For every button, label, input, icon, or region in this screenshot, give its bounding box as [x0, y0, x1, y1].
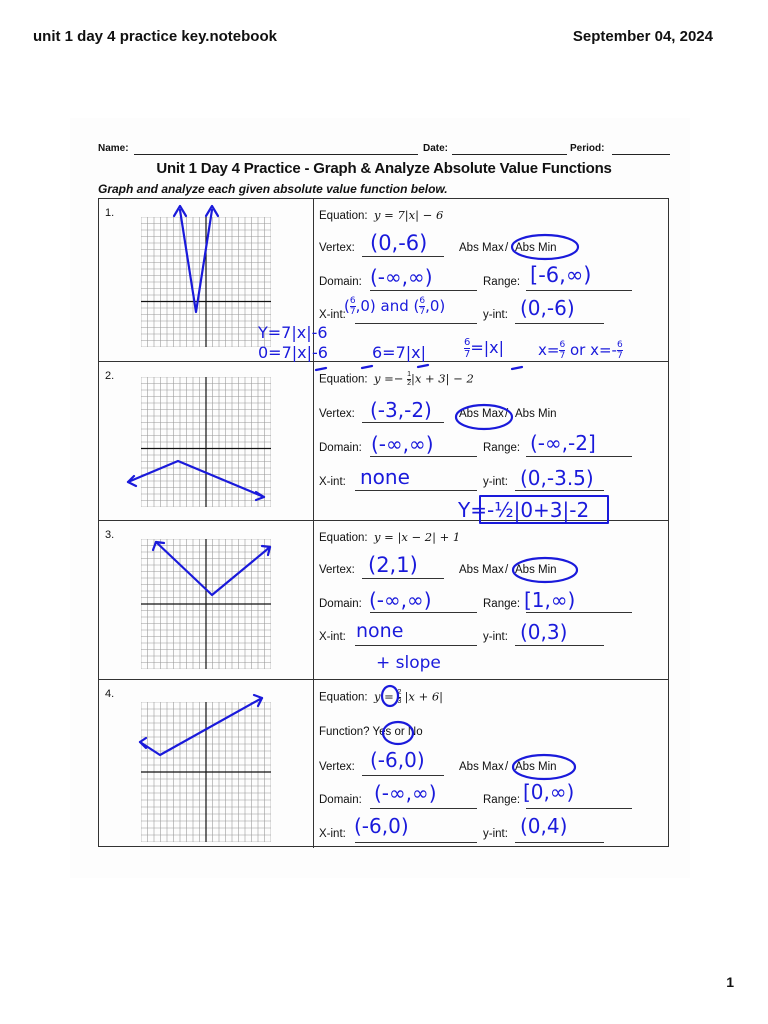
function-no-option: No [407, 726, 423, 738]
problem-number: 3. [105, 529, 115, 541]
p1-xint-answer: ( $\frac{6}{7},0$) and ( $\frac{6}{7},0$) [344, 296, 446, 317]
page-header-filename: unit 1 day 4 practice key.notebook [33, 28, 277, 45]
equation-label: Equation: [319, 691, 368, 704]
abs-slash: / [505, 408, 509, 420]
yint-label: y-int: [483, 828, 508, 840]
worksheet-title: Unit 1 Day 4 Practice - Graph & Analyze Absolute Value Functions [156, 160, 612, 177]
equation-fraction: $\frac{2}{3}$ [397, 689, 402, 705]
equation-line [319, 530, 460, 544]
p4-vertex-answer: (-6,0) [370, 748, 425, 772]
p2-xint-answer: none [360, 465, 410, 489]
abs-min-label: Abs Min [515, 564, 557, 576]
equation-text: y = |x − 2| + 1 [374, 530, 461, 544]
vertex-label: Vertex: [319, 564, 355, 576]
problem-number: 2. [105, 370, 115, 382]
abs-min-label: Abs Min [515, 242, 557, 254]
domain-label: Domain: [319, 276, 362, 288]
equation-label: Equation: [319, 210, 368, 222]
p3-xint-answer: none [356, 620, 404, 642]
p3-range-answer: [1,∞) [524, 588, 576, 612]
range-label: Range: [483, 442, 521, 454]
function-yes-option: Yes [372, 726, 392, 738]
function-label: Function? Yes or No [319, 726, 423, 738]
p4-xint-answer: (-6,0) [354, 814, 409, 838]
xint-label: X-int: [319, 476, 346, 488]
yint-label: y-int: [483, 631, 508, 643]
p3-yint-answer: (0,3) [520, 620, 568, 644]
name-date-period-line [98, 143, 670, 159]
abs-min-label: Abs Min [515, 408, 557, 420]
p2-check-work: Y=-½|0+3|-2 [458, 498, 590, 522]
coordinate-grid [141, 217, 271, 347]
p1-range-answer: [-6,∞) [530, 263, 592, 287]
xint-label: X-int: [319, 828, 346, 840]
p1-work-step2: 6=7|x| [372, 343, 427, 362]
page-header-date: September 04, 2024 [572, 28, 713, 45]
equation-text: y = 7|x| − 6 [374, 208, 444, 222]
yint-label: y-int: [483, 309, 508, 321]
p1-work-line2: 0=7|x|-6 [258, 343, 328, 362]
equation-line [319, 371, 474, 388]
abs-max-label: Abs Max [459, 242, 504, 254]
equation-label: Equation: [319, 373, 368, 386]
date-label: Date: [423, 143, 449, 154]
vertex-label: Vertex: [319, 761, 355, 773]
range-label: Range: [483, 276, 521, 288]
p1-vertex-answer: (0,-6) [370, 231, 428, 255]
abs-max-label: Abs Max [459, 564, 504, 576]
abs-max-label: Abs Max [459, 761, 504, 773]
xint-label: X-int: [319, 631, 346, 643]
domain-label: Domain: [319, 598, 362, 610]
p1-work-step3: $\frac{6}{7}=|x|$ [464, 337, 505, 360]
abs-slash: / [505, 564, 509, 576]
p2-domain-answer: (-∞,∞) [371, 432, 434, 456]
equation-line [319, 689, 443, 706]
p1-yint-answer: (0,-6) [520, 296, 575, 320]
abs-max-label: Abs Max [459, 408, 504, 420]
p1-domain-answer: (-∞,∞) [370, 265, 433, 289]
coordinate-grid [141, 539, 271, 669]
equation-label: Equation: [319, 532, 368, 544]
p1-work-step4: x= $\frac{6}{7}$ or x=- $\frac{6}{7}$ [538, 340, 623, 361]
equation-line [319, 208, 443, 222]
problem-number: 1. [105, 207, 115, 219]
xint-label: X-int: [319, 309, 346, 321]
p3-domain-answer: (-∞,∞) [369, 588, 432, 612]
page-number: 1 [726, 974, 734, 990]
domain-label: Domain: [319, 794, 362, 806]
domain-label: Domain: [319, 442, 362, 454]
equation-text-rest: |x + 6| [404, 689, 444, 704]
abs-slash: / [505, 761, 509, 773]
p1-work-line1: Y=7|x|-6 [258, 323, 328, 342]
range-label: Range: [483, 598, 521, 610]
name-label: Name: [98, 143, 129, 154]
p2-range-answer: (-∞,-2] [530, 431, 596, 455]
equation-text: y =− [374, 371, 408, 386]
abs-min-label: Abs Min [515, 761, 557, 773]
p4-domain-answer: (-∞,∞) [374, 781, 437, 805]
p3-vertex-answer: (2,1) [368, 553, 418, 577]
coordinate-grid [141, 702, 271, 842]
vertex-label: Vertex: [319, 242, 355, 254]
p4-range-answer: [0,∞) [523, 780, 575, 804]
worksheet-instructions: Graph and analyze each given absolute value function below. [98, 182, 448, 196]
period-label: Period: [570, 143, 605, 154]
p2-yint-answer: (0,-3.5) [520, 466, 594, 490]
range-label: Range: [483, 794, 521, 806]
yint-label: y-int: [483, 476, 508, 488]
equation-fraction: $\frac{1}{2}$ [407, 371, 411, 387]
p4-yint-answer: (0,4) [520, 814, 568, 838]
equation-text: y = [374, 689, 398, 704]
vertex-label: Vertex: [319, 408, 355, 420]
p2-vertex-answer: (-3,-2) [370, 398, 432, 422]
abs-slash: / [505, 242, 509, 254]
equation-text-rest: |x + 3| − 2 [411, 371, 474, 386]
problem-number: 4. [105, 688, 115, 700]
coordinate-grid [141, 377, 271, 507]
p3-slope-note: + slope [376, 653, 441, 673]
